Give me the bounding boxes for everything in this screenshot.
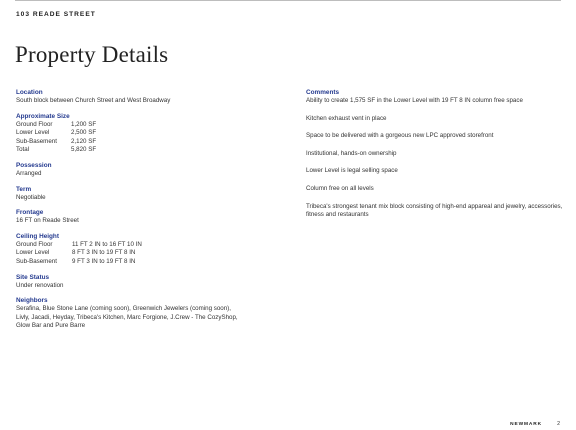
size-table (16, 121, 96, 155)
neighbors-section (16, 296, 278, 331)
size-key: Ground Floor (16, 120, 53, 128)
comment-item: Space to be delivered with a gorgeous new LPC approved storefront (306, 132, 494, 140)
neighbors-line: Livly, Jacadi, Heyday, Tribeca's Kitchen, Marc Forgione, J.Crew - The CozyShop, (16, 313, 238, 321)
size-key: Total (16, 146, 30, 154)
comment-item: Institutional, hands-on ownership (306, 149, 397, 157)
possession-value: Arranged (16, 169, 42, 177)
size-row (16, 146, 96, 155)
size-key: Sub-Basement (16, 137, 57, 145)
ceiling-value: 11 FT 2 IN to 16 FT 10 IN (72, 240, 142, 248)
frontage-label: Frontage (16, 209, 44, 217)
comment-item: Column free on all levels (306, 184, 374, 192)
ceiling-value: 8 FT 3 IN to 19 FT 8 IN (72, 249, 136, 257)
neighbors-label: Neighbors (16, 297, 48, 305)
property-address: 103 READE STREET (16, 11, 96, 18)
location-section (16, 88, 278, 106)
comments-label: Comments (306, 89, 340, 96)
size-value: 2,120 SF (71, 137, 97, 145)
ceiling-table (16, 241, 142, 267)
term-label: Term (16, 185, 32, 193)
brand-logo: NEWMARK (510, 422, 542, 427)
status-section (16, 273, 278, 291)
status-value: Under renovation (16, 281, 64, 289)
neighbors-line: Glow Bar and Pure Barre (16, 322, 86, 330)
size-section (16, 112, 278, 155)
size-key: Lower Level (16, 129, 50, 137)
comment-item: Lower Level is legal selling space (306, 167, 398, 175)
size-row (16, 129, 96, 138)
possession-label: Possession (16, 161, 52, 169)
page-number: 2 (557, 421, 560, 427)
frontage-section (16, 208, 278, 226)
term-value: Negotiable (16, 193, 46, 201)
ceiling-key: Ground Floor (16, 240, 53, 248)
size-row (16, 121, 96, 130)
top-divider (15, 0, 561, 1)
size-value: 1,200 SF (71, 120, 97, 128)
ceiling-section (16, 232, 278, 267)
details-column (16, 88, 278, 337)
location-label: Location (16, 89, 43, 96)
location-value: South block between Church Street and West Broadway (16, 97, 171, 104)
ceiling-label: Ceiling Height (16, 232, 59, 240)
status-label: Site Status (16, 273, 50, 281)
neighbors-line: Serafina, Blue Stone Lane (coming soon), Greenwich Jewelers (coming soon), (16, 305, 231, 313)
size-value: 5,820 SF (71, 146, 97, 154)
ceiling-row (16, 249, 142, 258)
comments-column (306, 88, 568, 229)
frontage-value: 16 FT on Reade Street (16, 217, 79, 225)
ceiling-row (16, 258, 142, 267)
comment-item: Tribeca's strongest tenant mix block consisting of high-end appareal and jewelry, accessories, fitness and restaurants (306, 202, 563, 219)
ceiling-row (16, 241, 142, 250)
ceiling-value: 9 FT 3 IN to 19 FT 8 IN (72, 257, 136, 265)
size-label: Approximate Size (16, 112, 70, 120)
ceiling-key: Lower Level (16, 249, 50, 257)
comment-item: Ability to create 1,575 SF in the Lower Level with 19 FT 8 IN column free space (306, 97, 523, 104)
possession-section (16, 161, 278, 179)
page-title: Property Details (15, 42, 169, 67)
ceiling-key: Sub-Basement (16, 257, 57, 265)
term-section (16, 185, 278, 203)
size-value: 2,500 SF (71, 129, 97, 137)
comment-item: Kitchen exhaust vent in place (306, 114, 387, 122)
size-row (16, 138, 96, 147)
